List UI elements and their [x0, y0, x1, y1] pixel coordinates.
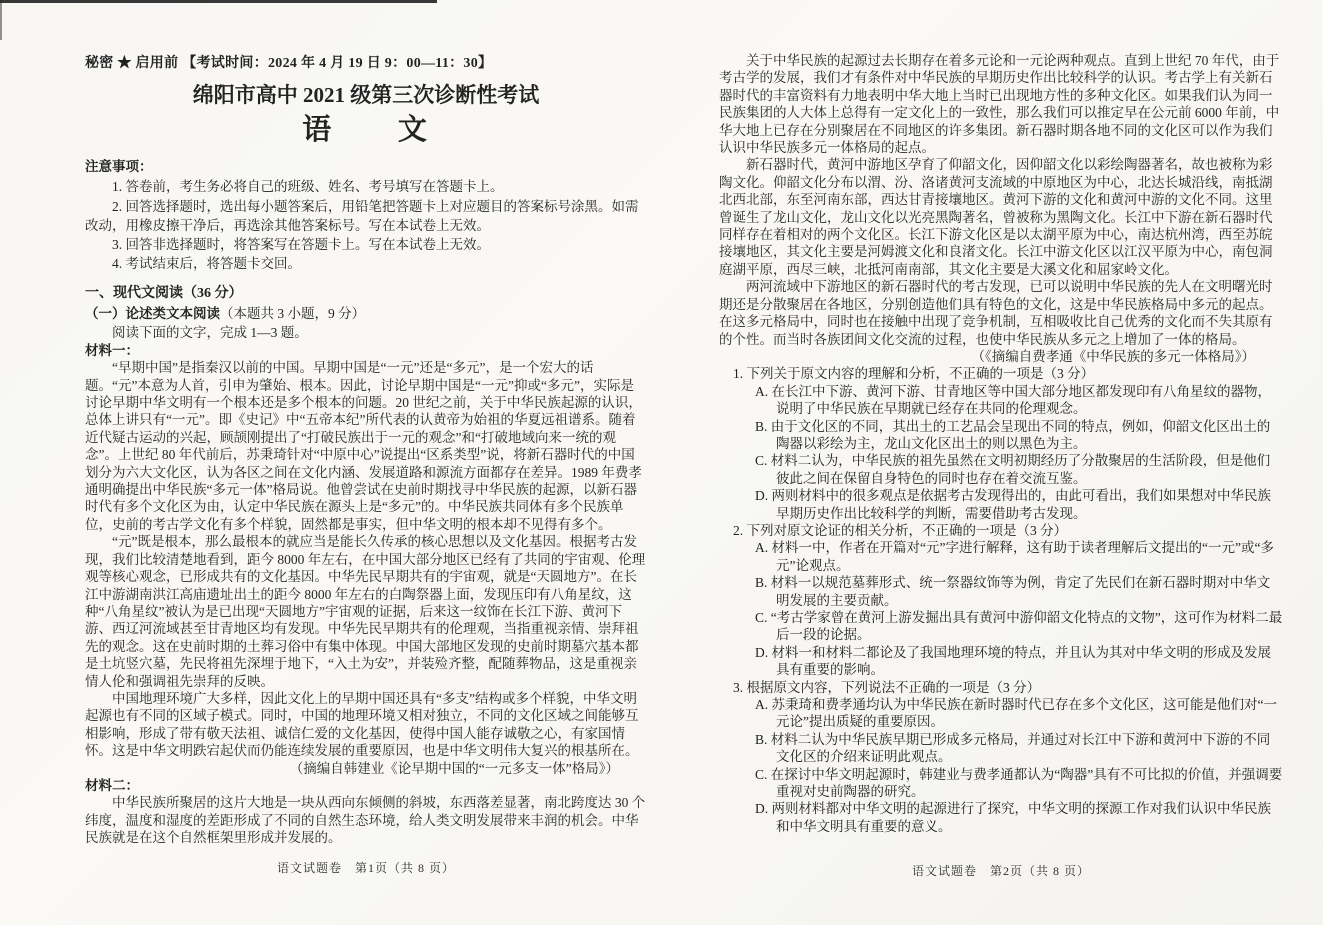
- material-2-paragraph: 新石器时代，黄河中游地区孕育了仰韶文化，因仰韶文化以彩绘陶器著名，故也被称为彩陶文化。仰韶文化分布以渭、汾、洛诸黄河支流域的中原地区为中心，北达长城沿线，南抵湖北西北部，东至河南东部，西达甘青接壤地区。黄河下游的文化和黄河中游的文化不同。这里曾诞生了龙山文化，龙山文化以光亮黑陶著名，曾被称为黑陶文化。长江中下游在新石器时代同样存在着相对的两个文化区。长江下游文化区是以太湖平原为中心，南达杭州湾，西至苏皖接壤地区，其文化主要是河姆渡文化和良渚文化。长江中游文化区以江汉平原为中心，南包洞庭湖平原，西尽三峡，北抵河南南部，其文化主要是大溪文化和屈家岭文化。: [719, 157, 1273, 277]
- question-1-option-a: A. 在长江中下游、黄河下游、甘青地区等中国大部分地区都发现印有八角星纹的器物，说明了中华民族在早期就已经存在共同的伦理观念。: [755, 383, 1271, 417]
- exam-title: 绵阳市高中 2021 级第三次诊断性考试: [192, 83, 540, 108]
- material-2-paragraph: 中华民族所聚居的这片大地是一块从西向东倾侧的斜坡，东西落差显著，南北跨度达 30 个纬度，温度和湿度的差距形成了不同的自然生态环境，给人类文明发展带来丰润的机会。中华民族就是在这个自然框架里形成并发展的。: [85, 795, 646, 846]
- question-2-option-c: C. “考古学家曾在黄河上游发掘出具有黄河中游仰韶文化特点的文物”，这可作为材料二最后一段的论据。: [755, 610, 1283, 643]
- page-2-footer: 语文试题卷 第2页（共 8 页）: [911, 864, 1090, 878]
- notice-heading: 注意事项：: [85, 159, 153, 175]
- question-2-option-b: B. 材料一以规范墓葬形式、统一祭器纹饰等为例，肯定了先民们在新石器时期对中华文明发展的主要贡献。: [755, 575, 1271, 608]
- question-1-option-c: C. 材料二认为，中华民族的祖先虽然在文明初期经历了分散聚居的生活阶段，但是他们彼此之间在保留自身特色的同时也存在着交流互鉴。: [755, 453, 1271, 486]
- material-1-paragraph: “元”既是根本，那么最根本的就应当是能长久传承的核心思想以及文化基因。根据考古发现，我们比较清楚地看到，距今 8000 年左右，在中国大部分地区已经有了共同的宇宙观、伦理观等核心观念，已形成共有的文化基因。中华先民早期共有的宇宙观，就是“天圆地方”。在长江中游湖南洪江高庙遗址出土的距今 8000 年左右的白陶祭器上面，发现压印有八角星纹，这种“八角星纹”被认为是已出现“天圆地方”宇宙观的证据，后来这一纹饰在长江下游、黄河下游、西辽河流域甚至甘青地区均有发现。中华先民早期共有的伦理观，当指重视亲情、崇拜祖先的观念。这在史前时期的土葬习俗中有集中体现。中国大部地区发现的史前时期墓穴基本都是土坑竖穴墓，先民将祖先深埋于地下，“入土为安”，并装殓齐整，配随葬物品，这是重视亲情人伦和强调祖先崇拜的反映。: [85, 534, 646, 689]
- question-3-option-d: D. 两则材料都对中华文明的起源进行了探究，中华文明的探源工作对我们认识中华民族和中华文明具有重要的意义。: [755, 801, 1271, 834]
- scan-artifact-left-edge: [0, 0, 2, 40]
- material-2-citation: （《摘编自费孝通《中华民族的多元一体格局》）: [971, 348, 1255, 364]
- notice-item-2: 2. 回答选择题时，选出每小题答案后，用铅笔把答题卡上对应题目的答案标号涂黑。如需改动，用橡皮擦干净后，再选涂其他答案标号。写在本试卷上无效。: [85, 198, 639, 233]
- question-3-stem: 3. 根据原文内容，下列说法不正确的一项是（3 分）: [733, 679, 1041, 695]
- notice-item-3: 3. 回答非选择题时，将答案写在答题卡上。写在本试卷上无效。: [112, 237, 490, 253]
- scan-artifact-top-edge: [0, 0, 437, 3]
- material-1-paragraph: 中国地理环境广大多样，因此文化上的早期中国还具有“多支”结构或多个样貌，中华文明起源也有不同的区域子模式。同时，中国的地理环境又相对独立，不同的文化区域之间能够互相影响，形成了带有敬天法祖、诚信仁爱的文化基因，使得中国人能存诚敬之心，有家国情怀。这是中华文明跌宕起伏而仍能连续发展的重要原因，也是中华文明伟大复兴的根基所在。: [85, 690, 639, 759]
- question-3-option-c: C. 在探讨中华文明起源时，韩建业与费孝通都认为“陶器”具有不可比拟的价值，并强调要重视对史前陶器的研究。: [755, 766, 1283, 800]
- page-1: [85, 55, 647, 880]
- security-header: 秘密 ★ 启用前 【考试时间：2024 年 4 月 19 日 9：00—11：30】: [85, 56, 493, 71]
- material-2-paragraph: 两河流域中下游地区的新石器时代的考古发现，已可以说明中华民族的先人在文明曙光时期还是分散聚居在各地区，分别创造他们具有特色的文化，这是中华民族格局中多元的起点。在这多元格局中，同时也在接触中出现了竞争机制，互相吸收比自己优秀的文化而不失其原有的个性。而当时各族团间文化交流的过程，也使中华民族从多元之上增加了一体的格局。: [719, 279, 1273, 347]
- question-3-option-b: B. 材料二认为中华民族早期已形成多元格局，并通过对长江中下游和黄河中下游的不同文化区的介绍来证明此观点。: [755, 731, 1271, 765]
- material-1-citation: （摘编自韩建业《论早期中国的“一元多支一体”格局》）: [289, 760, 619, 776]
- material-2-label: 材料二：: [85, 777, 139, 793]
- material-2-paragraph: 关于中华民族的起源过去长期存在着多元论和一元论两种观点。直到上世纪 70 年代，由于考古学的发展，我们才有条件对中华民族的早期历史作出比较科学的认识。考古学上有关新石器时代的丰富资料有力地表明中华大地上当时已出现地方性的多种文化区。如果我们认为同一民族集团的人大体上总得有一定文化上的一致性，那么我们可以推定早在公元前 6000 年前，中华大地上已存在分别聚居在不同地区的许多集团。新石器时期各地不同的文化区可以作为我们认识中华民族多元一体格局的起点。: [719, 53, 1280, 156]
- question-2-option-d: D. 材料一和材料二都论及了我国地理环境的特点，并且认为其对中华文明的形成及发展具有重要的影响。: [755, 644, 1271, 678]
- subsection-score: （本题共 3 小题，9 分）: [220, 306, 366, 322]
- subsection-title: （一）论述类文本阅读: [85, 306, 220, 322]
- question-2-stem: 2. 下列对原文论证的相关分析，不正确的一项是（3 分）: [733, 522, 1068, 538]
- question-1: [719, 365, 1283, 522]
- page-1-footer: 语文试题卷 第1页（共 8 页）: [276, 861, 455, 875]
- question-2-option-a: A. 材料一中，作者在开篇对“元”字进行解释，这有助于读者理解后文提出的“一元”或“多元”论观点。: [755, 540, 1274, 573]
- page-2: [719, 52, 1283, 884]
- question-3-option-a: A. 苏秉琦和费孝通均认为中华民族在新时器时代已存在多个文化区，这可能是他们对“一元论”提出质疑的重要原因。: [755, 697, 1277, 730]
- question-3: [719, 679, 1283, 836]
- subject-title: 语 文: [302, 114, 430, 147]
- question-1-stem: 1. 下列关于原文内容的理解和分析，不正确的一项是（3 分）: [733, 366, 1095, 382]
- subsection-heading: [85, 304, 647, 324]
- material-1-paragraph: “早期中国”是指秦汉以前的中国。早期中国是“一元”还是“多元”，是一个宏大的话题。“元”本意为人首，引申为肇始、根本。因此，讨论早期中国是“一元”抑或“多元”，实际是讨论早期中华文明有一个根本还是多个根本的问题。20 世纪之前，关于中华民族起源的认识，总体上讲只有“一元”。即《史记》中“五帝本纪”所代表的认黄帝为始祖的华夏远祖谱系。随着近代疑古运动的兴起，顾颉刚提出了“打破民族出于一元的观念”和“打破地域向来一统的观念”。上世纪 80 年代前后，苏秉琦针对“中原中心”说提出“区系类型”说，将新石器时代的中国划分为六大文化区，认为各区之间在文化内涵、发展道路和源流方面都存在差异。1989 年费孝通明确提出中华民族“多元一体”格局说。他曾尝试在史前时期找寻中华民族的起源，以新石器时代有多个文化区为由，认定中华民族在源头上是“多元”的。中华民族共同体有多个民族单位，史前的考古学文化有多个样貌，固然都是事实，但中华文明的根本却不见得有多个。: [85, 360, 642, 532]
- question-2: [719, 522, 1283, 679]
- material-1-label: 材料一：: [85, 342, 139, 358]
- reading-instruction: 阅读下面的文字，完成 1—3 题。: [112, 325, 308, 341]
- notice-item-4: 4. 考试结束后，将答题卡交回。: [112, 256, 301, 272]
- question-1-option-b: B. 由于文化区的不同，其出土的工艺品会呈现出不同的特点，例如，仰韶文化区出土的陶器以彩绘为主，龙山文化区出土的则以黑色为主。: [755, 418, 1271, 451]
- notice-item-1: 1. 答卷前，考生务必将自己的班级、姓名、考号填写在答题卡上。: [112, 179, 504, 195]
- section-heading: 一、现代文阅读（36 分）: [85, 286, 243, 302]
- question-1-option-d: D. 两则材料中的很多观点是依据考古发现得出的，由此可看出，我们如果想对中华民族早期历史作出比较科学的判断，需要借助考古发现。: [755, 488, 1271, 521]
